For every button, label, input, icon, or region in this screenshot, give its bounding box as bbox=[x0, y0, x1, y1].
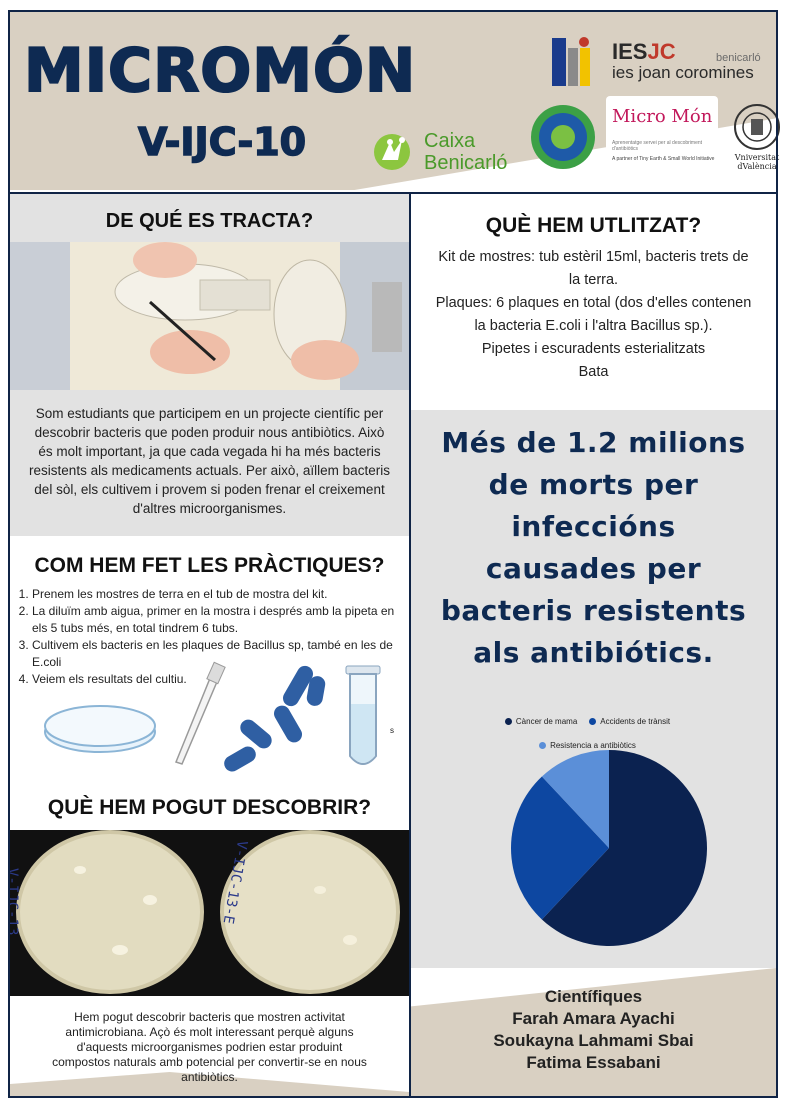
used-item: Kit de mostres: tub estèril 15ml, bacteris trets de la terra. bbox=[438, 249, 749, 288]
used-item: Bata bbox=[578, 364, 609, 380]
legend-label: Càncer de mama bbox=[515, 717, 578, 726]
used-item: Pipetes i escuradents esterialitzats bbox=[481, 341, 706, 357]
school-full-name: ies joan coromines bbox=[612, 63, 754, 82]
micromon-logo-text: Micro Món bbox=[612, 106, 713, 127]
micromon-tagline: Aprenentatge servei per al descobriment d'antibiòtics bbox=[612, 140, 703, 152]
used-item: Plaques: 6 plaques en total (dos d'elles contenen la bacteria E.coli i l'altra Bacillus sp.). bbox=[435, 295, 752, 334]
used-title: QUÈ HEM UTLITZAT? bbox=[485, 214, 702, 237]
university-line1: Vniversitat bbox=[734, 153, 780, 162]
poster-frame bbox=[8, 10, 778, 1098]
scientists-title: Científiques bbox=[544, 987, 643, 1006]
poster-title: MICROMÓN bbox=[24, 36, 417, 106]
scientist-name: Fatima Essabani bbox=[526, 1053, 661, 1072]
sponsor-line2: Benicarló bbox=[424, 152, 508, 174]
legend-label: Resistencia a antibiòtics bbox=[550, 741, 636, 750]
stat-text: Més de 1.2 milions de morts per infeccións causades per bacteris resistents als antibiótics. bbox=[440, 426, 747, 669]
tube-mark: s bbox=[390, 726, 394, 735]
step-item: 4. Veiem els resultats del cultiu. bbox=[32, 671, 409, 688]
found-title: QUÈ HEM POGUT DESCOBRIR? bbox=[47, 796, 372, 819]
scientist-name: Farah Amara Ayachi bbox=[512, 1009, 675, 1028]
step-item: 3. Cultivem els bacteris en les plaques de Bacillus sp, també en les de E.coli bbox=[32, 637, 409, 671]
step-item: 1. Prenem les mostres de terra en el tub de mostra del kit. bbox=[32, 586, 409, 603]
what-description: Som estudiants que participem en un projecte científic per descobrir bacteris que poden produir nous antibiòtics. Això és molt important, ja que cada vegada hi ha més bacteris resistents als medicaments actuals. Per això, aïllem bacteris del sòl, els cultivem i provem si poden frenar el creixement d'altres microorganismes. bbox=[29, 406, 390, 516]
found-description: Hem pogut descobrir bacteris que mostren activitat antimicrobiana. Açò és molt interessant perquè alguns d'aquests microorganismes podrien estar produint compostos naturals amb potencial per convertir-se en nous antibiòtics. bbox=[52, 1010, 367, 1084]
what-title: DE QUÉ ES TRACTA? bbox=[105, 210, 314, 232]
plate-label-1: V-IJC-13 bbox=[4, 868, 20, 936]
how-title: COM HEM FET LES PRÀCTIQUES? bbox=[34, 554, 385, 577]
micromon-partner: A partner of Tiny Earth & Small World Initiative bbox=[612, 156, 715, 162]
legend-label: Accidents de trànsit bbox=[600, 717, 671, 726]
scientist-name: Soukayna Lahmami Sbai bbox=[493, 1031, 694, 1050]
sponsor-line1: Caixa bbox=[424, 130, 476, 152]
school-town: benicarló bbox=[716, 52, 761, 64]
school-suffix: JC bbox=[647, 39, 676, 64]
university-line2: dValència bbox=[737, 162, 777, 171]
poster-subtitle: V-IJC-10 bbox=[138, 120, 307, 164]
plate-label-2: V-IJC-13-E bbox=[219, 839, 250, 926]
step-item: 2. La diluïm amb aigua, primer en la mostra i després amb la pipeta en els 5 tubs més, en total tindrem 6 tubs. bbox=[32, 603, 409, 637]
school-prefix: IES bbox=[612, 39, 648, 64]
